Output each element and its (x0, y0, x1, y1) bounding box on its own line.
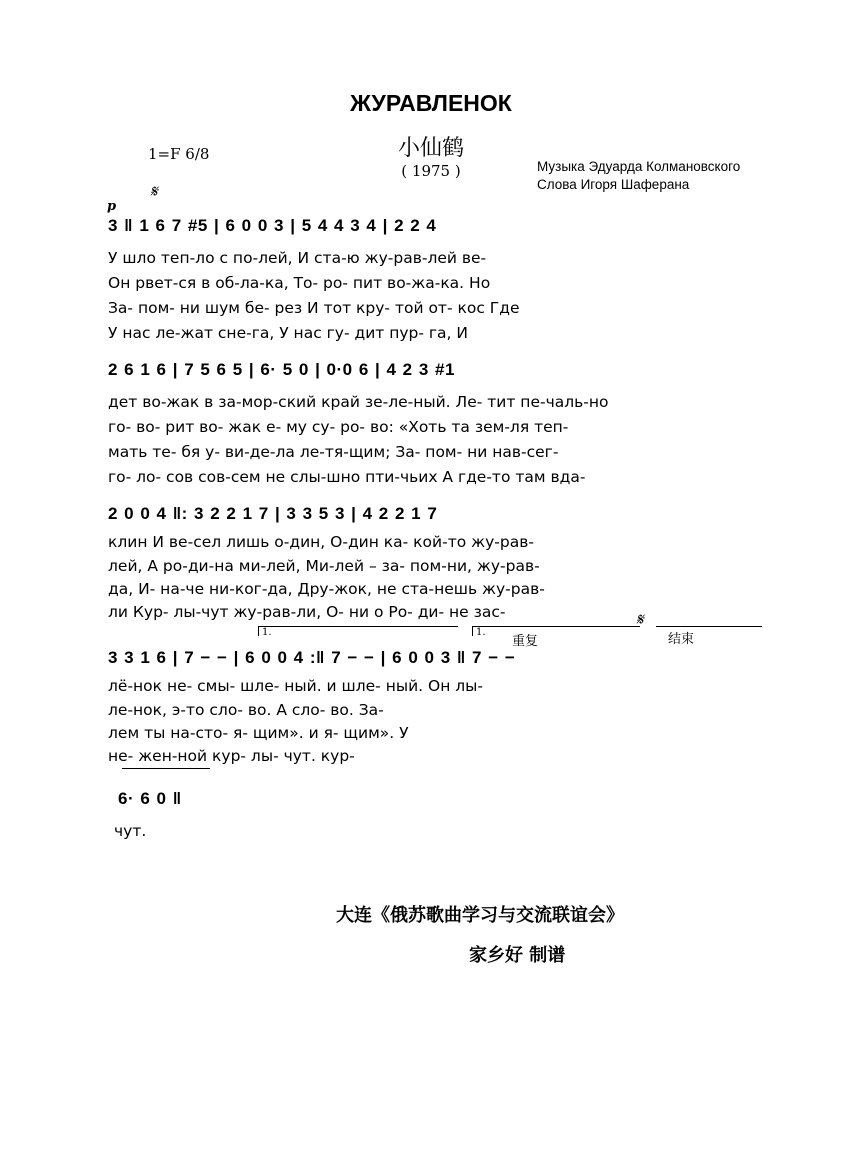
volta-number-second: 1. (476, 627, 486, 638)
lyric-verse-4: У нас ле-жат сне-га, У нас гу- дит пур- га, И (108, 324, 468, 342)
lyric-verse-1: клин И ве-сел лишь о-дин, О-дин ка- кой-то жу-рав- (108, 533, 534, 551)
credit-words: Слова Игоря Шаферана (537, 177, 690, 192)
volta-bracket-first-start (258, 626, 259, 636)
credit-music: Музыка Эдуарда Колмановского (537, 159, 741, 174)
repeat-label: 重复 (512, 634, 539, 649)
end-label: 结束 (668, 632, 695, 647)
footer-transcriber: 家乡好 制谱 (469, 945, 566, 966)
credits-block (537, 158, 740, 194)
segno-icon: 𝄋 (636, 610, 644, 630)
lyric-verse-4: не- жен-ной кур- лы- чут. кур- (108, 747, 355, 765)
lyric-verse-3: да, И- на-че ни-ког-да, Дру-жок, не ста-нешь жу-рав- (108, 580, 545, 598)
song-year: ( 1975 ) (401, 162, 461, 180)
lyric-verse-2: ле-нок, э-то сло- во. А сло- во. За- (108, 701, 384, 719)
final-bracket (122, 768, 210, 769)
lyric-verse-2: лей, А ро-ди-на ми-лей, Ми-лей – за- пом-ни, жу-рав- (108, 557, 540, 575)
notation-line: 2 6 1 6 | 7 5 6 5 | 6· 5 0 | 0·0 6 | 4 2 3 #1 (108, 360, 455, 379)
song-title: ЖУРАВЛЕНОК (350, 90, 512, 116)
volta-bracket-first (258, 626, 458, 627)
lyric-verse-3: За- пом- ни шум бе- рез И тот кру- той от- кос Где (108, 299, 520, 317)
song-subtitle-chinese: 小仙鹤 (397, 136, 464, 161)
lyric-verse-1: чут. (114, 822, 147, 840)
lyric-verse-2: го- во- рит во- жак е- му су- ро- во: «Хоть та зем-ля теп- (108, 418, 569, 436)
lyric-verse-1: дет во-жак в за-мор-ский край зе-ле-ный. Ле- тит пе-чаль-но (108, 393, 609, 411)
notation-line: 3 3 1 6 | 7 − − | 6 0 0 4 :‖ 7 − − | 6 0 0 3 ‖ 7 − − (108, 648, 516, 667)
notation-line: 2 0 0 4 ‖: 3 2 2 1 7 | 3 3 5 3 | 4 2 2 1 7 (108, 504, 438, 523)
lyric-verse-2: Он рвет-ся в об-ла-ка, То- ро- пит во-жа-ка. Но (108, 274, 491, 292)
notation-line: 3 ‖ 1 6 7 #5 | 6 0 0 3 | 5 4 4 3 4 | 2 2 4 (108, 216, 437, 235)
dynamic-marking: p (107, 199, 117, 214)
volta-number-first: 1. (262, 627, 272, 638)
lyric-verse-1: лё-нок не- смы- шле- ный. и шле- ный. Он лы- (108, 677, 483, 695)
lyric-verse-4: го- ло- сов сов-сем не слы-шно пти-чьих А где-то там вда- (108, 468, 586, 486)
volta-bracket-second-start (472, 626, 473, 636)
segno-icon: 𝄋 (150, 182, 158, 202)
volta-bracket-second (472, 626, 640, 627)
key-signature: 1=F 6/8 (148, 145, 210, 163)
lyric-verse-3: лем ты на-сто- я- щим». и я- щим». У (108, 724, 409, 742)
volta-bracket-end (656, 626, 762, 627)
lyric-verse-3: мать те- бя у- ви-де-ла ле-тя-щим; За- пом- ни нав-сег- (108, 443, 559, 461)
lyric-verse-4: ли Кур- лы-чут жу-рав-ли, О- ни о Ро- ди- не зас- (108, 603, 506, 621)
footer-organization: 大连《俄苏歌曲学习与交流联谊会》 (336, 905, 624, 926)
lyric-verse-1: У шло теп-ло с по-лей, И ста-ю жу-рав-лей ве- (108, 249, 487, 267)
notation-line: 6· 6 0 ‖ (118, 789, 182, 808)
